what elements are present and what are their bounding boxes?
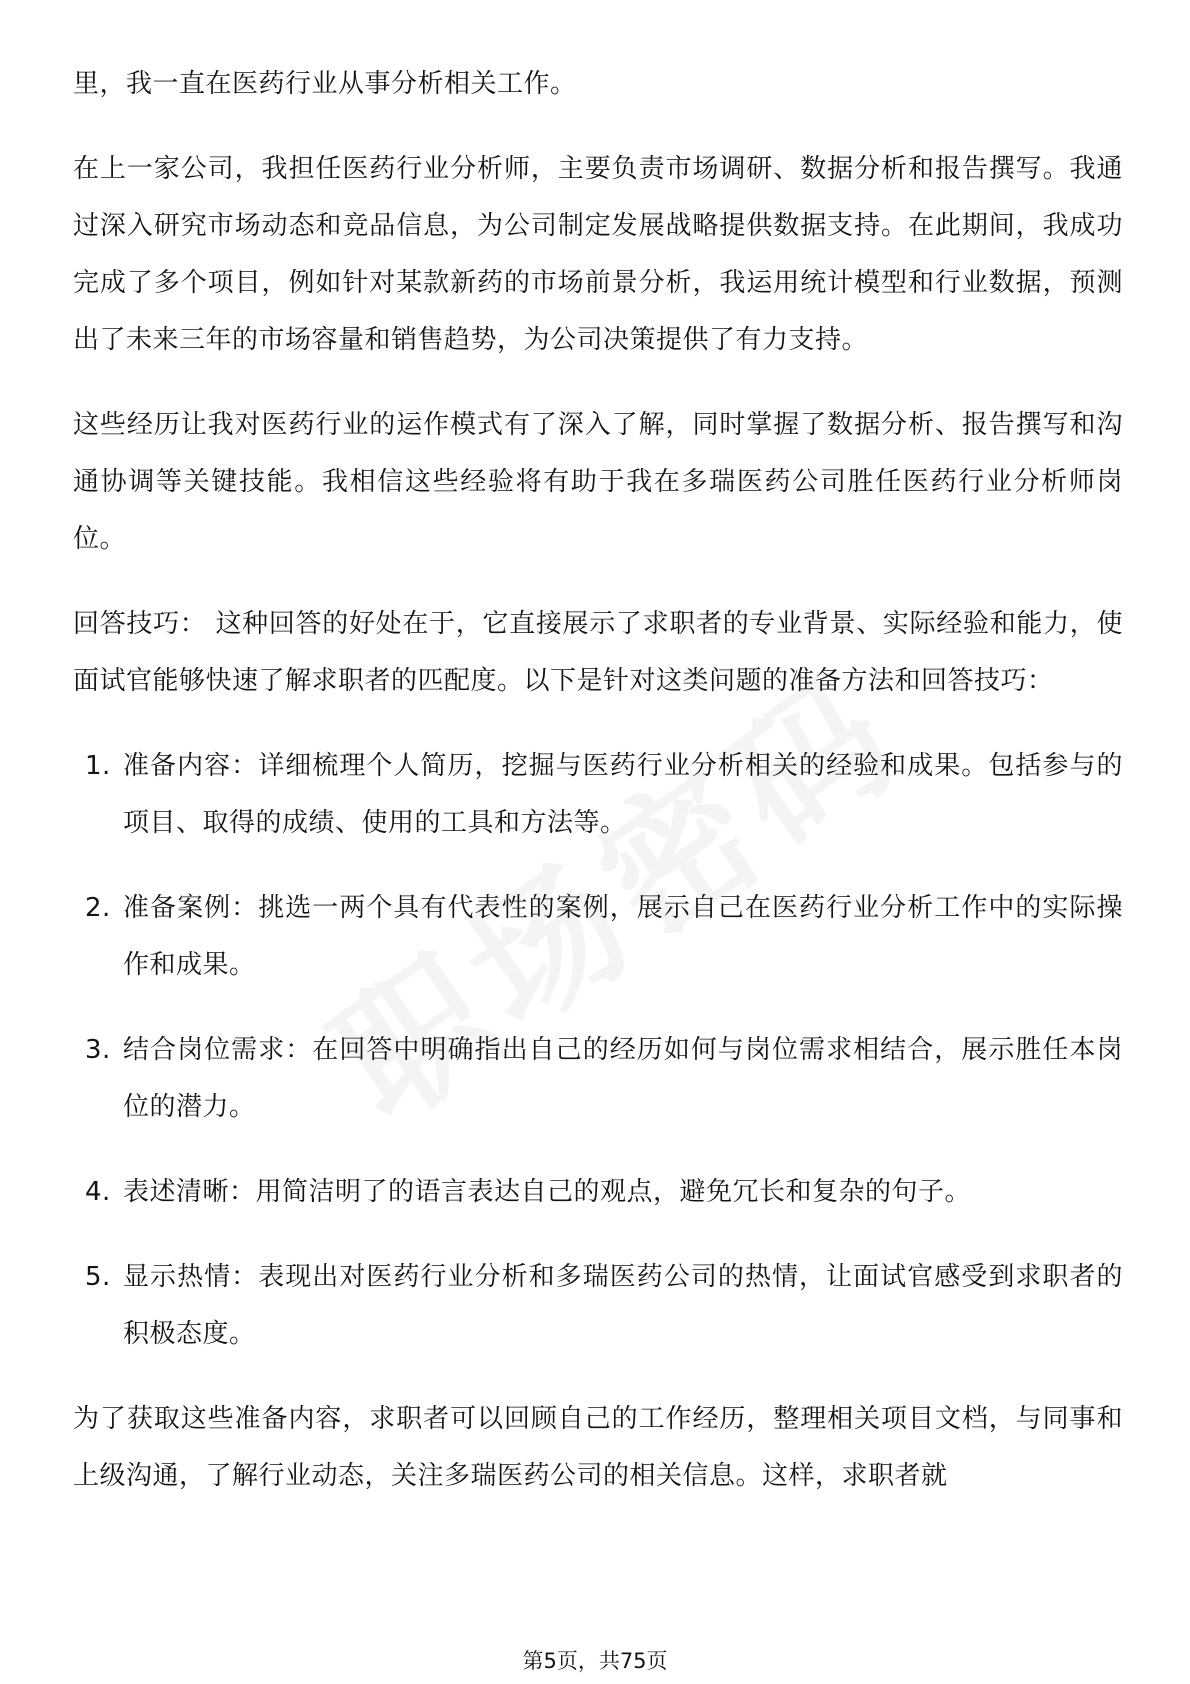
list-item — [73, 1022, 1123, 1136]
paragraph-2: 在上一家公司，我担任医药行业分析师，主要负责市场调研、数据分析和报告撰写。我通过深入研究市场动态和竞品信息，为公司制定发展战略提供数据支持。在此期间，我成功完成了多个项目，例如针对某款新药的市场前景分析，我运用统计模型和行业数据，预测出了未来三年的市场容量和销售趋势，为公司决策提供了有力支持。 — [73, 154, 1123, 355]
page-content — [73, 56, 1123, 1533]
list-number: 1. — [85, 751, 111, 781]
list-number: 5. — [85, 1262, 111, 1292]
list-text: 准备内容：详细梳理个人简历，挖掘与医药行业分析相关的经验和成果。包括参与的项目、取得的成绩、使用的工具和方法等。 — [123, 751, 1123, 838]
list-number: 4. — [85, 1177, 111, 1207]
list-item — [73, 738, 1123, 852]
list-text: 结合岗位需求：在回答中明确指出自己的经历如何与岗位需求相结合，展示胜任本岗位的潜力。 — [123, 1035, 1123, 1122]
list-text: 表述清晰：用简洁明了的语言表达自己的观点，避免冗长和复杂的句子。 — [123, 1177, 972, 1207]
page-footer: 第5页，共75页 — [522, 1649, 668, 1673]
list-item — [73, 1249, 1123, 1363]
paragraph-bottom: 为了获取这些准备内容，求职者可以回顾自己的工作经历，整理相关项目文档，与同事和上级沟通，了解行业动态，关注多瑞医药公司的相关信息。这样，求职者就 — [73, 1404, 1123, 1491]
list-number: 3. — [85, 1035, 111, 1065]
list-number: 2. — [85, 893, 111, 923]
list-text: 准备案例：挑选一两个具有代表性的案例，展示自己在医药行业分析工作中的实际操作和成果。 — [123, 893, 1123, 980]
paragraph-tips: 回答技巧： 这种回答的好处在于，它直接展示了求职者的专业背景、实际经验和能力，使面试官能够快速了解求职者的匹配度。以下是针对这类问题的准备方法和回答技巧： — [73, 609, 1123, 696]
list-item — [73, 1164, 1123, 1221]
paragraph-3: 这些经历让我对医药行业的运作模式有了深入了解，同时掌握了数据分析、报告撰写和沟通协调等关键技能。我相信这些经验将有助于我在多瑞医药公司胜任医药行业分析师岗位。 — [73, 410, 1123, 554]
tips-list — [73, 738, 1123, 1363]
list-text: 显示热情：表现出对医药行业分析和多瑞医药公司的热情，让面试官感受到求职者的积极态度。 — [123, 1262, 1123, 1349]
list-item — [73, 880, 1123, 994]
paragraph-1: 里，我一直在医药行业从事分析相关工作。 — [73, 69, 577, 99]
